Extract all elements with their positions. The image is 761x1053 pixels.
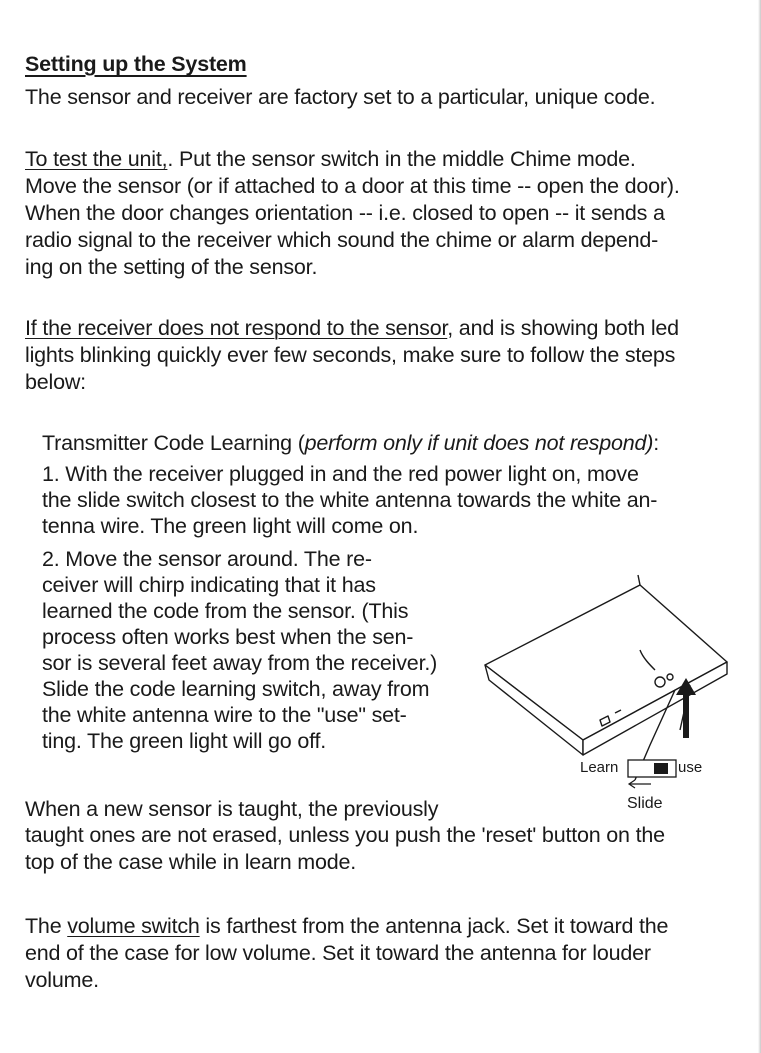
no-response-line-1 [25,314,679,342]
no-response-line-3: below: [25,370,86,394]
cable-line [638,575,640,585]
no-response-line-1-rest: , and is showing both led [447,316,679,340]
test-line-1-rest: . Put the sensor switch in the middle Chime mode. [167,147,636,171]
step2-line-6: Slide the code learning switch, away from [42,677,430,701]
switch-body [628,760,676,777]
step2-line-8: ting. The green light will go off. [42,729,327,753]
new-sensor-line-2: taught ones are not erased, unless you push the 'reset' button on the [25,823,665,847]
step2-line-4: process often works best when the sen- [42,625,414,649]
test-line-4: radio signal to the receiver which sound the chime or alarm depend- [25,228,659,252]
step2-line-5: sor is several feet away from the receiver.) [42,651,438,675]
step2-line-7: the white antenna wire to the "use" set- [42,703,407,727]
volume-line-3: volume. [25,968,99,992]
learning-title-main: Transmitter Code Learning ( [42,431,305,455]
volume-line-1 [25,912,668,940]
slide-label: Slide [627,795,663,812]
intro-text: The sensor and receiver are factory set to a particular, unique code. [25,85,656,109]
step1-line-3: tenna wire. The green light will come on. [42,514,419,538]
volume-pre: The [25,914,68,938]
new-sensor-line-3: top of the case while in learn mode. [25,850,357,874]
step1-line-2: the slide switch closest to the white antenna towards the white an- [42,488,658,512]
step2-line-1: 2. Move the sensor around. The re- [42,547,372,571]
volume-switch-label: volume switch [67,914,200,938]
learning-title-italic: perform only if unit does not respond) [304,431,654,455]
volume-line-2: end of the case for low volume. Set it toward the antenna for louder [25,941,651,965]
test-line-3: When the door changes orientation -- i.e. closed to open -- it sends a [25,201,665,225]
learn-label: Learn [580,759,619,776]
no-response-label: If the receiver does not respond to the sensor [25,316,448,340]
step2-line-2: ceiver will chirp indicating that it has [42,573,376,597]
test-line-5: ing on the setting of the sensor. [25,255,318,279]
step1-line-1: 1. With the receiver plugged in and the red power light on, move [42,462,639,486]
switch-knob [654,763,668,774]
no-response-line-2: lights blinking quickly ever few seconds, make sure to follow the steps [25,343,676,367]
test-line-2: Move the sensor (or if attached to a door at this time -- open the door). [25,174,680,198]
receiver-diagram [465,570,755,820]
new-sensor-line-1: When a new sensor is taught, the previously [25,797,439,821]
step2-line-3: learned the code from the sensor. (This [42,599,409,623]
learning-title [42,429,659,457]
slide-arrow-icon [629,780,651,788]
page-title: Setting up the System [25,52,247,76]
test-label: To test the unit, [25,147,168,171]
test-line-1 [25,145,636,173]
use-label: use [678,759,703,776]
volume-line-1-rest: is farthest from the antenna jack. Set it toward the [199,914,669,938]
learning-title-end: : [653,431,659,455]
